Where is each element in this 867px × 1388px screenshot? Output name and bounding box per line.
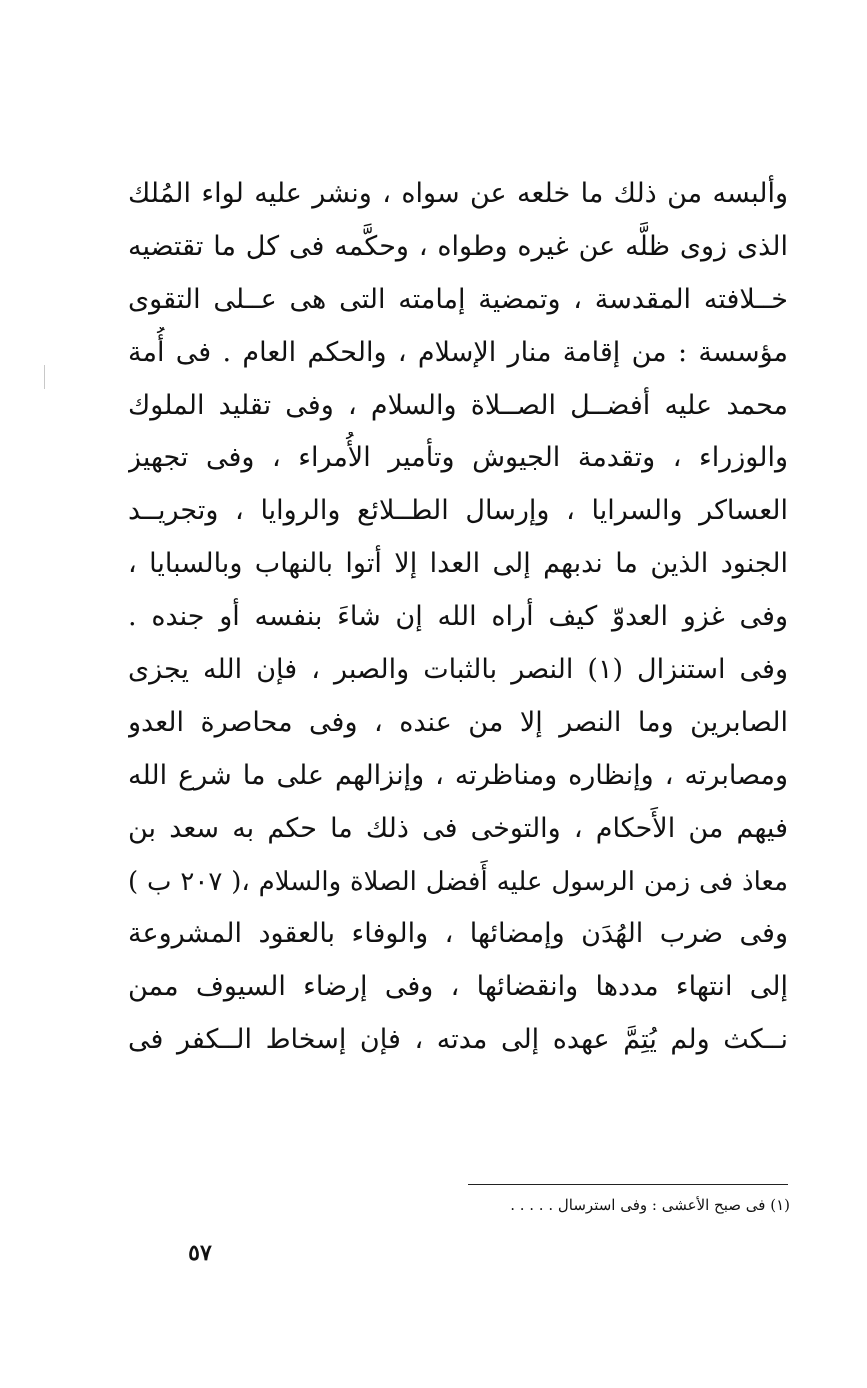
- text-line: وفى ضرب الهُدَن وإمضائها ، والوفاء بالعقود المشروعة: [128, 918, 788, 950]
- text-line: فيهم من الأَحكام ، والتوخى فى ذلك ما حكم به سعد بن: [128, 812, 788, 844]
- text-line: والوزراء ، وتقدمة الجيوش وتأمير الأُمراء ، وفى تجهيز: [128, 442, 788, 474]
- footnote: (١) فى صبح الأعشى : وفى استرسال . . . . .: [510, 1196, 790, 1214]
- text-line: وألبسه من ذلك ما خلعه عن سواه ، ونشر عليه لواء المُلك: [128, 178, 788, 209]
- text-line: وفى استنزال (١) النصر بالثبات والصبر ، فإن الله يجزى: [128, 654, 788, 686]
- text-line: معاذ فى زمن الرسول عليه أَفضل الصلاة والسلام ،( ٢٠٧ ب ): [128, 866, 788, 897]
- text-line: مؤسسة : من إقامة منار الإسلام ، والحكم العام . فى أُمة: [128, 336, 788, 368]
- body-text: [128, 168, 788, 1067]
- text-line: العساكر والسرايا ، وإرسال الطــلائع والروايا ، وتجريــد: [128, 495, 788, 527]
- text-line: خــلافته المقدسة ، وتمضية إمامته التى هى عــلى التقوى: [128, 283, 788, 315]
- text-line: وفى غزو العدوّ كيف أراه الله إن شاءَ بنفسه أو جنده .: [128, 601, 788, 633]
- text-line: الذى زوى ظلَّه عن غيره وطواه ، وحكَّمه فى كل ما تقتضيه: [128, 230, 788, 262]
- text-line: الصابرين وما النصر إلا من عنده ، وفى محاصرة العدو: [128, 706, 788, 738]
- text-line: نــكث ولم يُتِمَّ عهده إلى مدته ، فإن إسخاط الــكفر فى: [128, 1024, 788, 1056]
- footnote-divider: [468, 1184, 788, 1185]
- text-line: ومصابرته ، وإنظاره ومناظرته ، وإنزالهم على ما شرع الله: [128, 759, 788, 791]
- text-line: محمد عليه أفضــل الصــلاة والسلام ، وفى تقليد الملوك: [128, 389, 788, 421]
- text-line: إلى انتهاء مددها وانقضائها ، وفى إرضاء السيوف ممن: [128, 971, 788, 1003]
- text-line: الجنود الذين ما ندبهم إلى العدا إلا أتوا بالنهاب وبالسبايا ،: [128, 548, 788, 580]
- scan-mark: [44, 365, 45, 389]
- page-number: ٥٧: [188, 1240, 212, 1266]
